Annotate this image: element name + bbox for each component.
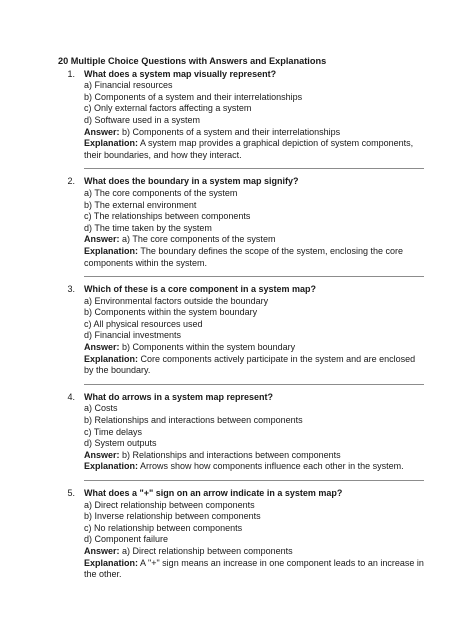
- explanation-line: [84, 461, 424, 473]
- section-divider: [84, 384, 424, 385]
- question-body: [58, 403, 424, 473]
- question-body: [58, 500, 424, 581]
- section-divider: [84, 168, 424, 169]
- answer-option: d) Software used in a system: [84, 114, 201, 125]
- answer-option: b) Components of a system and their interrelationships: [84, 91, 303, 102]
- explanation-text: A system map provides a graphical depiction of system components, their boundaries, and how they interact.: [84, 138, 414, 160]
- question-block: [58, 284, 424, 377]
- explanation-text: Arrows show how components influence each other in the system.: [140, 461, 404, 472]
- answer-option: b) Relationships and interactions between components: [84, 415, 303, 426]
- explanation-line: [84, 558, 424, 581]
- answer-option: c) No relationship between components: [84, 522, 243, 533]
- answer-label: Answer:: [84, 545, 120, 556]
- answer-option: b) The external environment: [84, 199, 197, 210]
- question-text: What does a "+" sign on an arrow indicate in a system map?: [84, 488, 343, 498]
- answer-option: b) Components within the system boundary: [84, 307, 258, 318]
- explanation-label: Explanation:: [84, 557, 139, 568]
- answer-label: Answer:: [84, 342, 120, 353]
- answer-text: b) Components of a system and their interrelationships: [122, 126, 341, 137]
- question-block: [58, 488, 424, 581]
- answer-option: d) The time taken by the system: [84, 222, 212, 233]
- answer-option: a) The core components of the system: [84, 187, 238, 198]
- answer-line: [84, 450, 424, 462]
- answer-option: d) Financial investments: [84, 330, 182, 341]
- question-heading: [58, 176, 424, 188]
- answer-option: a) Financial resources: [84, 80, 173, 91]
- answer-option: c) All physical resources used: [84, 318, 203, 329]
- answer-option: d) System outputs: [84, 438, 157, 449]
- answer-option: a) Costs: [84, 403, 118, 414]
- answer-option: a) Environmental factors outside the boundary: [84, 295, 269, 306]
- explanation-label: Explanation:: [84, 461, 139, 472]
- answer-option: c) Time delays: [84, 426, 143, 437]
- question-body: [58, 296, 424, 377]
- question-heading: [58, 392, 424, 404]
- answer-text: b) Components within the system boundary: [122, 342, 296, 353]
- question-number: 5.: [67, 488, 75, 498]
- answer-option: d) Component failure: [84, 534, 169, 545]
- question-body: [58, 80, 424, 161]
- explanation-line: [84, 138, 424, 161]
- question-number: 3.: [67, 284, 75, 295]
- answer-label: Answer:: [84, 449, 120, 460]
- question-heading: [58, 69, 424, 81]
- explanation-text: Core components actively participate in the system and are enclosed by the boundary.: [84, 353, 416, 376]
- section-divider: [84, 480, 424, 481]
- answer-option: c) Only external factors affecting a system: [84, 103, 252, 114]
- answer-option: a) Direct relationship between components: [84, 499, 255, 510]
- answer-line: [84, 546, 424, 558]
- question-number: 4.: [67, 391, 75, 402]
- answer-line: [84, 127, 424, 139]
- answer-option: b) Inverse relationship between components: [84, 511, 261, 522]
- section-divider: [84, 276, 424, 277]
- answer-line: [84, 234, 424, 246]
- question-number: 2.: [67, 176, 75, 187]
- explanation-line: [84, 354, 424, 377]
- question-text: What does a system map visually represent?: [84, 68, 277, 79]
- answer-label: Answer:: [84, 234, 120, 245]
- question-block: [58, 392, 424, 473]
- document-title: 20 Multiple Choice Questions with Answers and Explanations: [58, 56, 327, 66]
- explanation-label: Explanation:: [84, 245, 139, 256]
- answer-text: a) Direct relationship between components: [122, 545, 293, 556]
- answer-label: Answer:: [84, 126, 120, 137]
- question-block: [58, 69, 424, 162]
- question-number: 1.: [67, 68, 75, 79]
- question-text: Which of these is a core component in a system map?: [84, 284, 317, 295]
- answer-option: c) The relationships between components: [84, 211, 251, 222]
- explanation-text: The boundary defines the scope of the system, enclosing the core components within the system.: [84, 245, 404, 268]
- question-text: What do arrows in a system map represent?: [84, 391, 274, 402]
- answer-line: [84, 342, 424, 354]
- answer-text: b) Relationships and interactions between components: [122, 449, 341, 460]
- explanation-label: Explanation:: [84, 138, 139, 149]
- question-text: What does the boundary in a system map signify?: [84, 176, 299, 187]
- question-block: [58, 176, 424, 269]
- explanation-text: A "+" sign means an increase in one component leads to an increase in the other.: [84, 557, 424, 580]
- explanation-label: Explanation:: [84, 353, 139, 364]
- question-heading: [58, 488, 424, 500]
- question-heading: [58, 284, 424, 296]
- question-body: [58, 188, 424, 269]
- explanation-line: [84, 246, 424, 269]
- question-list: [58, 69, 424, 581]
- answer-text: a) The core components of the system: [122, 234, 276, 245]
